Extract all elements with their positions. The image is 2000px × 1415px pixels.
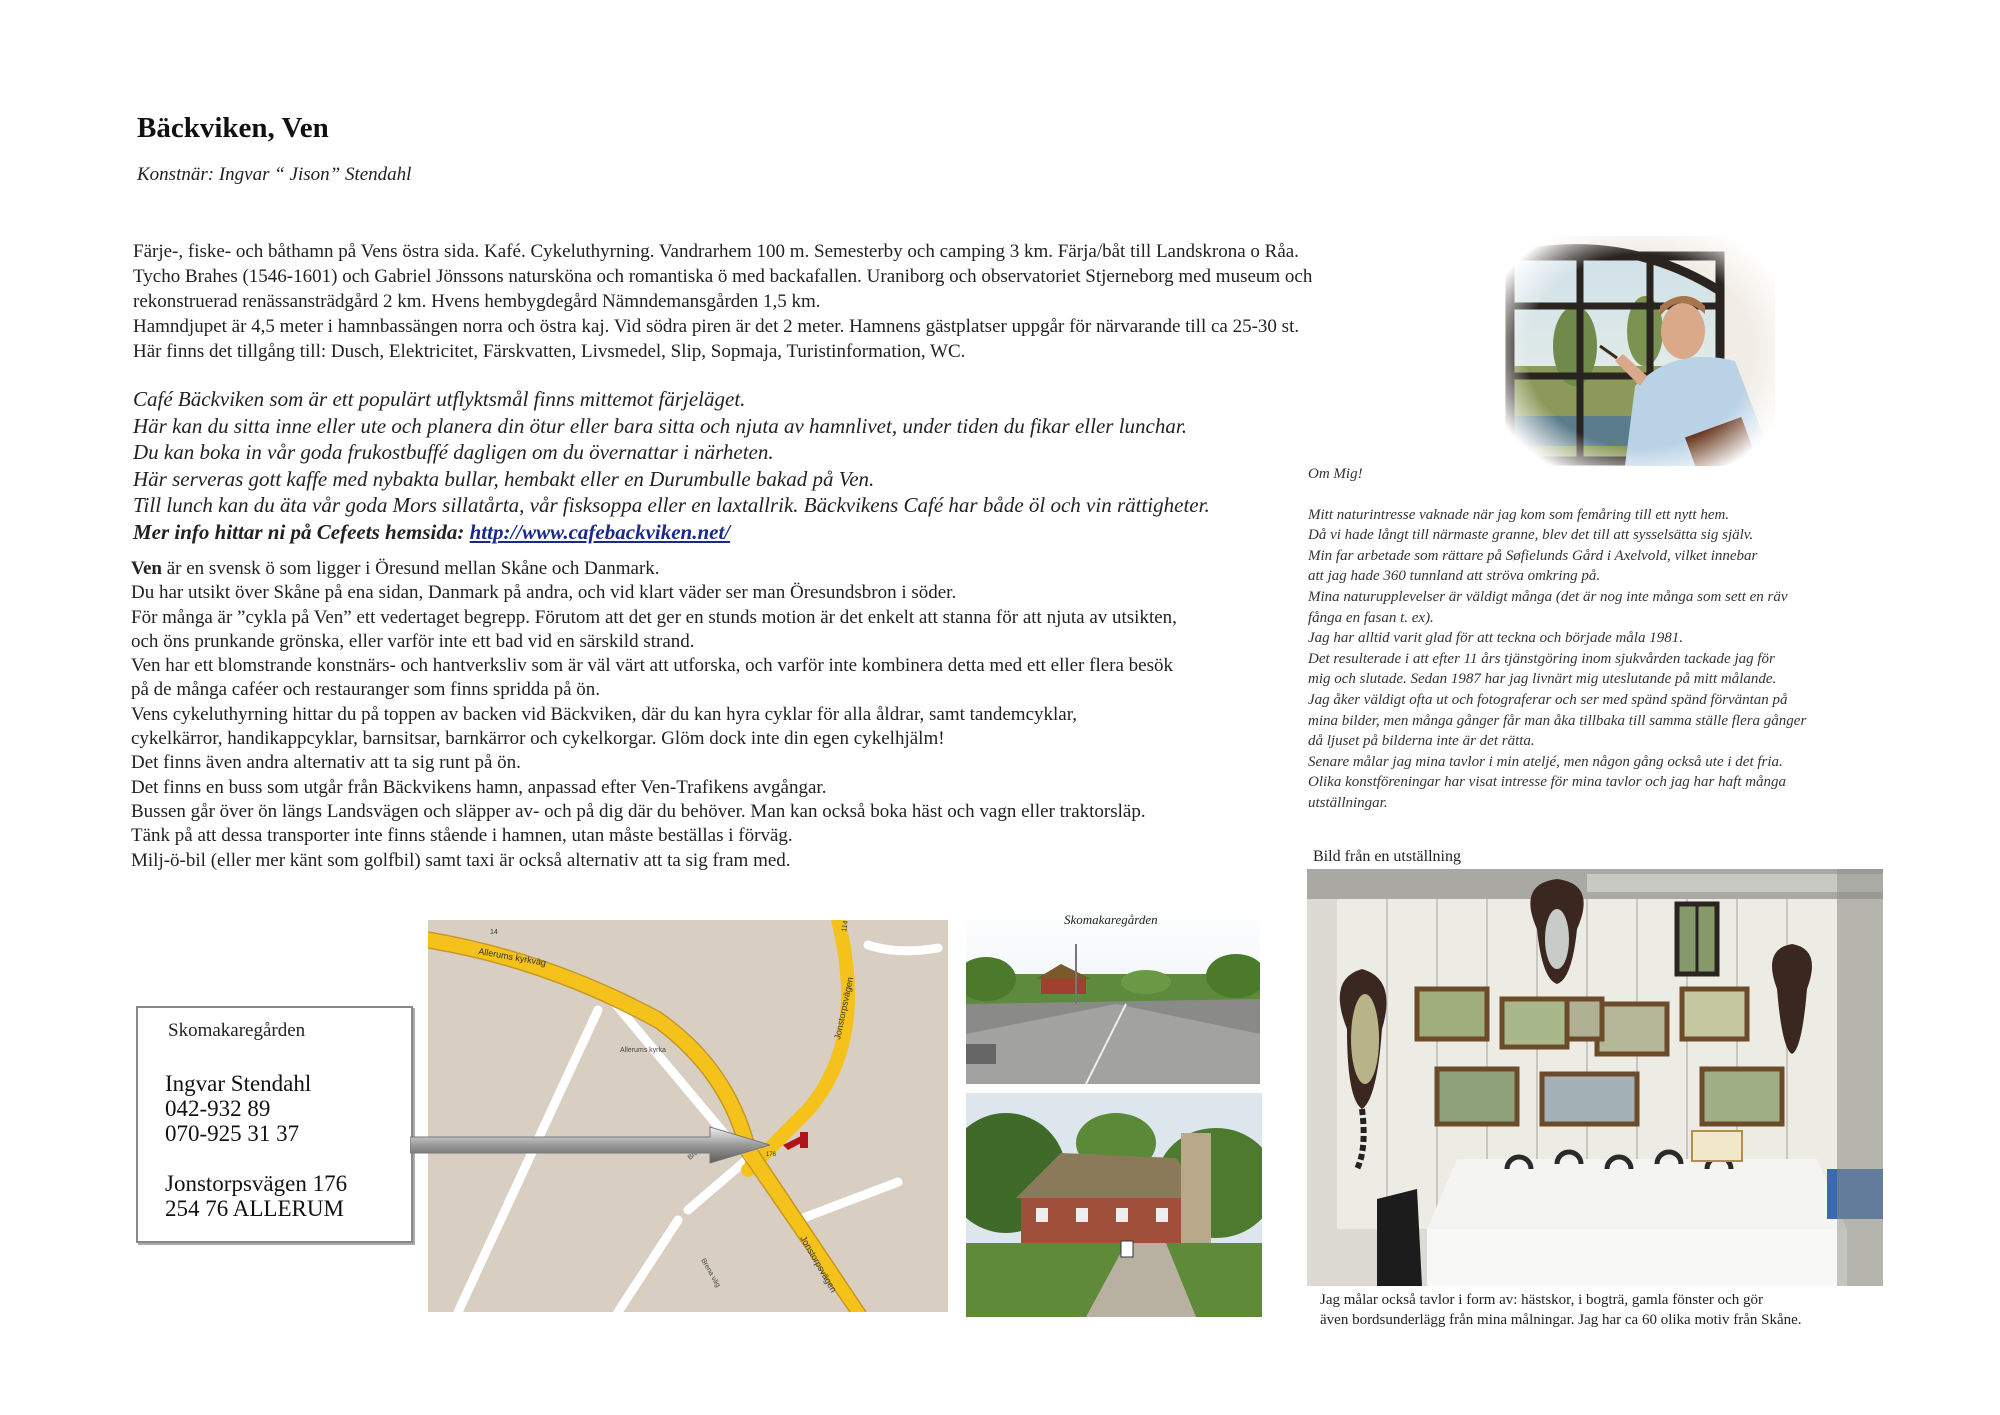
street-photo-label: Skomakaregården <box>1064 912 1158 927</box>
map-house-number: 176 <box>766 1152 777 1158</box>
intro-line: Hamndjupet är 4,5 meter i hamnbassängen norra och östra kaj. Vid södra piren är det 2 meter. Hamnens gästplatser uppgår för närvarande till ca 25-30 st. <box>133 316 1300 337</box>
farmhouse-illustration <box>966 1093 1262 1317</box>
cafe-line: Du kan boka in vår goda frukostbuffé dagligen om du övernattar i närheten. <box>133 440 774 464</box>
artist-line: Konstnär: Ingvar “ Jison” Stendahl <box>137 164 412 185</box>
about-me-heading: Om Mig! <box>1308 466 1363 482</box>
intro-line: Färje-, fiske- och båthamn på Vens östra sida. Kafé. Cykeluthyrning. Vandrarhem 100 m. Semesterby och camping 3 km. Färja/båt till Landskrona o Råa. <box>133 241 1299 262</box>
ven-line <box>131 557 1431 581</box>
about-me-line: Senare målar jag mina tavlor i min ateljé, men någon gång också ute i det fria. <box>1308 753 1783 770</box>
intro-text <box>133 239 1423 364</box>
contact-card-title: Skomakaregården <box>168 1020 306 1041</box>
about-me-line: Det resulterade i att efter 11 års tjänstgöring inom sjukvården tackade jag för <box>1308 650 1775 667</box>
map-label-brena-road-south: Brena väg <box>699 1257 722 1289</box>
about-me-line: Då vi hade långt till närmaste granne, blev det till att sysselsätta sig själv. <box>1308 527 1754 544</box>
map-label-jonstorp-road: Jonstorpsvägen <box>832 976 856 1041</box>
about-me-line: att jag hade 360 tunnland att ströva omkring på. <box>1308 568 1601 585</box>
about-me-line: fånga en fasan t. ex). <box>1308 609 1434 626</box>
about-me-line: Jag har alltid varit glad för att teckna och började måla 1981. <box>1308 630 1683 647</box>
pointer-arrow-icon <box>410 1125 770 1165</box>
ven-line: Tänk på att dessa transporter inte finns stående i hamnen, utan måste beställas i förväg. <box>131 825 793 847</box>
ven-line: Vens cykeluthyrning hittar du på toppen av backen vid Bäckviken, där du kan hyra cyklar för alla åldrar, samt tandemcyklar, <box>131 703 1078 725</box>
about-me-line: Jag åker väldigt ofta ut och fotograferar och ser med spänd spänd förväntan på <box>1308 691 1788 708</box>
ven-text <box>131 557 1431 873</box>
cafe-line: Till lunch kan du äta vår goda Mors sillatårta, vår fisksoppa eller en laxtallrik. Bäckvikens Café har både öl och vin rättigheter. <box>133 493 1210 517</box>
exhibition-photo <box>1307 869 1883 1286</box>
contact-street: Jonstorpsvägen 176 <box>165 1171 348 1196</box>
map-illustration <box>428 920 948 1312</box>
exhibition-illustration <box>1307 869 1883 1286</box>
painter-illustration <box>1505 236 1775 466</box>
exhibition-caption-line: även bordsunderlägg från mina målningar. Jag har ca 60 olika motiv från Skåne. <box>1320 1312 1802 1328</box>
cafe-website-link[interactable]: http://www.cafebackviken.net/ <box>469 519 731 544</box>
about-me-line: mig och slutade. Sedan 1987 har jag livnärt mig uteslutande på mitt målande. <box>1308 671 1777 688</box>
ven-line: på de många caféer och restauranger som finns spridda på ön. <box>131 679 601 701</box>
painter-photo <box>1505 236 1775 466</box>
ven-line: Det finns även andra alternativ att ta sig runt på ön. <box>131 752 521 774</box>
cafe-text <box>133 386 1433 545</box>
page-title: Bäckviken, Ven <box>137 112 329 144</box>
ven-line: Du har utsikt över Skåne på ena sidan, Danmark på andra, och vid klart väder ser man Öresundsbron i söder. <box>131 582 957 604</box>
map-route-number: 14 <box>490 929 498 936</box>
exhibition-label: Bild från en utställning <box>1313 848 1461 865</box>
ven-first-rest: är en svensk ö som ligger i Öresund mellan Skåne och Danmark. <box>161 558 660 579</box>
about-me-line: Mitt naturintresse vaknade när jag kom som femåring till ett nytt hem. <box>1308 506 1730 523</box>
more-info-label: Mer info hittar ni på Cefeets hemsida: <box>133 519 465 544</box>
ven-line: För många är ”cykla på Ven” ett vedertaget begrepp. Förutom att det ger en stunds motion är det enkelt att stanna för att njuta av utsikten, <box>131 606 1177 628</box>
street-illustration <box>966 904 1260 1084</box>
ven-line: Milj-ö-bil (eller mer känt som golfbil) samt taxi är också alternativ att ta sig fram med. <box>131 849 791 871</box>
about-me-line: Olika konstföreningar har visat intresse för mina tavlor och jag har haft många <box>1308 774 1787 791</box>
about-me-text <box>1308 464 1868 814</box>
cafe-line: Här kan du sitta inne eller ute och planera din ötur eller bara sitta och njuta av hamnlivet, under tiden du fikar eller lunchar. <box>133 413 1187 438</box>
farmhouse-photo <box>966 1093 1262 1317</box>
about-me-line: Min far arbetade som rättare på Søfielunds Gård i Axelvold, vilket innebar <box>1308 547 1758 564</box>
cafe-line: Här serveras gott kaffe med nybakta bullar, hembakt eller en Durumbulle bakad på Ven. <box>133 466 875 491</box>
about-me-line: mina bilder, men många gånger får man åka tillbaka till samma ställe flera gånger <box>1308 712 1807 729</box>
exhibition-caption-line: Jag målar också tavlor i form av: hästskor, i bogträ, gamla fönster och gör <box>1320 1292 1764 1308</box>
ven-line: Ven har ett blomstrande konstnärs- och hantverksliv som är väl värt att utforska, och varför inte kombinera detta med ett eller flera besök <box>131 655 1174 677</box>
exhibition-caption <box>1320 1290 1802 1330</box>
intro-line: Här finns det tillgång till: Dusch, Elektricitet, Färskvatten, Livsmedel, Slip, Sopmaja, Turistinformation, WC. <box>133 341 966 362</box>
location-map <box>428 920 948 1312</box>
intro-line: rekonstruerad renässansträdgård 2 km. Hvens hembygdegård Nämndemansgården 1,5 km. <box>133 291 821 312</box>
ven-word: Ven <box>131 558 162 579</box>
contact-phone: 070-925 31 37 <box>165 1121 300 1146</box>
map-label-church: Allerums kyrka <box>620 1047 666 1054</box>
ven-line: cykelkärror, handikappcyklar, barnsitsar, barnkärror och cykelkorgar. Glöm dock inte din egen cykelhjälm! <box>131 728 945 750</box>
street-photo <box>966 904 1260 1084</box>
ven-line: Det finns en buss som utgår från Bäckvikens hamn, anpassad efter Ven-Trafikens avgångar. <box>131 776 827 798</box>
ven-line: och öns prunkande grönska, eller varför inte ett bad vid en särskild strand. <box>131 630 695 652</box>
ven-line: Bussen går över ön längs Landsvägen och släpper av- och på dig där du behöver. Man kan också boka häst och vagn eller traktorsläp. <box>131 800 1146 822</box>
about-me-line: då ljuset på bilderna inte är det rätta. <box>1308 733 1535 750</box>
map-label-allerum-road: Allerums kyrkväg <box>477 946 547 968</box>
contact-name: Ingvar Stendahl <box>165 1071 312 1096</box>
map-label-jonstorp-road-south: Jonstorpsvägen <box>798 1234 839 1295</box>
contact-card <box>136 1006 413 1243</box>
intro-line: Tycho Brahes (1546-1601) och Gabriel Jönssons natursköna och romantiska ö med backafallen. Uraniborg och observatoriet Stjerneborg med museum och <box>133 266 1313 287</box>
contact-phone: 042-932 89 <box>165 1096 271 1121</box>
about-me-line: Mina naturupplevelser är väldigt många (det är nog inte många som sett en räv <box>1308 588 1788 605</box>
contact-postal: 254 76 ALLERUM <box>165 1196 344 1221</box>
map-route-number: 114 <box>841 920 850 933</box>
about-me-line: utställningar. <box>1308 794 1388 811</box>
cafe-line: Café Bäckviken som är ett populärt utflyktsmål finns mittemot färjeläget. <box>133 387 746 411</box>
more-info-line <box>133 519 1433 546</box>
